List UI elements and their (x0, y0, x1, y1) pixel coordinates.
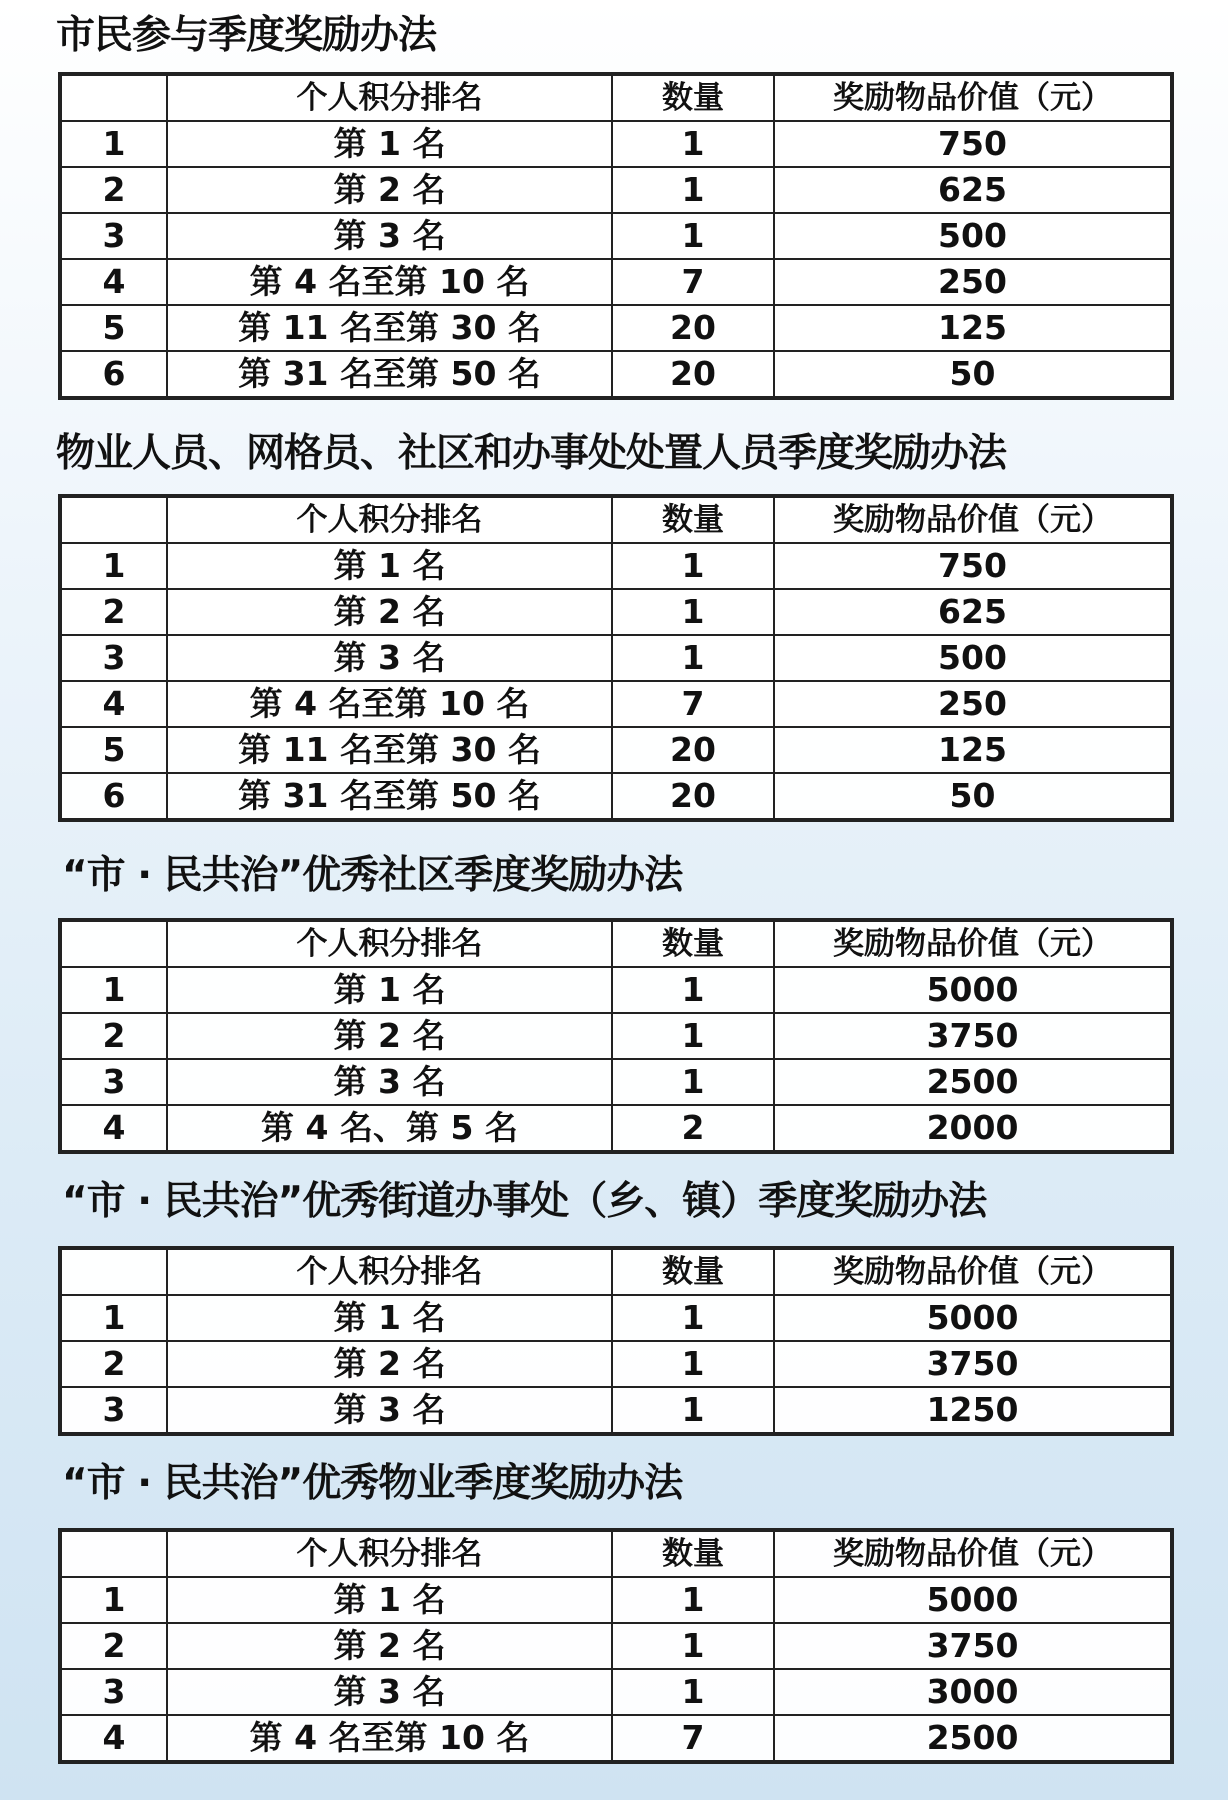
table-row (61, 351, 1171, 397)
cell-no: 1 (61, 1295, 167, 1341)
cell-no: 5 (61, 727, 167, 773)
cell-count: 20 (612, 351, 774, 397)
cell-value: 250 (774, 681, 1171, 727)
cell-no: 5 (61, 305, 167, 351)
cell-rank: 第 4 名、第 5 名 (167, 1105, 612, 1151)
header-rank: 个人积分排名 (167, 75, 612, 121)
cell-rank: 第 2 名 (167, 1013, 612, 1059)
cell-count: 20 (612, 305, 774, 351)
table-header-row (61, 921, 1171, 967)
table-row (61, 1059, 1171, 1105)
cell-count: 1 (612, 543, 774, 589)
cell-rank: 第 1 名 (167, 121, 612, 167)
table-row (61, 589, 1171, 635)
table-row (61, 1577, 1171, 1623)
table-row (61, 1715, 1171, 1761)
cell-value: 1250 (774, 1387, 1171, 1433)
table-row (61, 1623, 1171, 1669)
cell-count: 2 (612, 1105, 774, 1151)
cell-value: 500 (774, 635, 1171, 681)
cell-no: 1 (61, 121, 167, 167)
cell-no: 2 (61, 167, 167, 213)
cell-no: 1 (61, 967, 167, 1013)
cell-count: 1 (612, 967, 774, 1013)
header-no (61, 1249, 167, 1295)
cell-no: 1 (61, 543, 167, 589)
cell-value: 500 (774, 213, 1171, 259)
header-value: 奖励物品价值（元） (774, 497, 1171, 543)
table-row (61, 681, 1171, 727)
cell-rank: 第 1 名 (167, 1577, 612, 1623)
cell-no: 2 (61, 1623, 167, 1669)
cell-no: 6 (61, 351, 167, 397)
cell-count: 1 (612, 1059, 774, 1105)
cell-count: 1 (612, 1577, 774, 1623)
header-no (61, 921, 167, 967)
cell-no: 2 (61, 589, 167, 635)
cell-no: 4 (61, 1105, 167, 1151)
cell-value: 125 (774, 727, 1171, 773)
cell-rank: 第 3 名 (167, 1059, 612, 1105)
cell-count: 7 (612, 681, 774, 727)
cell-count: 1 (612, 635, 774, 681)
table-row (61, 1669, 1171, 1715)
reward-table (60, 1248, 1172, 1434)
header-count: 数量 (612, 75, 774, 121)
table-row (61, 305, 1171, 351)
cell-count: 1 (612, 1669, 774, 1715)
cell-value: 50 (774, 773, 1171, 819)
table-row (61, 635, 1171, 681)
reward-table (60, 920, 1172, 1152)
header-count: 数量 (612, 497, 774, 543)
cell-no: 4 (61, 259, 167, 305)
cell-value: 2000 (774, 1105, 1171, 1151)
table-row (61, 1341, 1171, 1387)
cell-rank: 第 1 名 (167, 1295, 612, 1341)
table-row (61, 213, 1171, 259)
cell-count: 1 (612, 167, 774, 213)
cell-rank: 第 3 名 (167, 1669, 612, 1715)
header-count: 数量 (612, 1249, 774, 1295)
cell-count: 7 (612, 1715, 774, 1761)
cell-value: 5000 (774, 1295, 1171, 1341)
cell-count: 1 (612, 1387, 774, 1433)
cell-value: 3000 (774, 1669, 1171, 1715)
table-row (61, 543, 1171, 589)
header-rank: 个人积分排名 (167, 921, 612, 967)
cell-value: 625 (774, 589, 1171, 635)
cell-no: 1 (61, 1577, 167, 1623)
section-title: 物业人员、网格员、社区和办事处处置人员季度奖励办法 (56, 431, 1007, 476)
cell-count: 20 (612, 727, 774, 773)
cell-rank: 第 4 名至第 10 名 (167, 1715, 612, 1761)
cell-rank: 第 1 名 (167, 967, 612, 1013)
cell-count: 1 (612, 213, 774, 259)
header-no (61, 1531, 167, 1577)
cell-no: 4 (61, 1715, 167, 1761)
table-row (61, 121, 1171, 167)
cell-count: 1 (612, 1623, 774, 1669)
cell-value: 750 (774, 543, 1171, 589)
cell-no: 3 (61, 213, 167, 259)
cell-no: 4 (61, 681, 167, 727)
cell-value: 3750 (774, 1623, 1171, 1669)
table-row (61, 773, 1171, 819)
table-row (61, 167, 1171, 213)
cell-value: 3750 (774, 1013, 1171, 1059)
cell-value: 125 (774, 305, 1171, 351)
header-rank: 个人积分排名 (167, 1249, 612, 1295)
cell-count: 1 (612, 1295, 774, 1341)
cell-no: 2 (61, 1013, 167, 1059)
cell-rank: 第 3 名 (167, 213, 612, 259)
table-row (61, 1105, 1171, 1151)
reward-table (60, 1530, 1172, 1762)
header-value: 奖励物品价值（元） (774, 1531, 1171, 1577)
cell-value: 625 (774, 167, 1171, 213)
cell-no: 3 (61, 635, 167, 681)
cell-rank: 第 11 名至第 30 名 (167, 727, 612, 773)
cell-value: 3750 (774, 1341, 1171, 1387)
section-title: “市 · 民共治”优秀街道办事处（乡、镇）季度奖励办法 (62, 1179, 987, 1224)
cell-no: 3 (61, 1387, 167, 1433)
table-header-row (61, 75, 1171, 121)
cell-count: 20 (612, 773, 774, 819)
section-title: “市 · 民共治”优秀物业季度奖励办法 (62, 1461, 683, 1506)
cell-rank: 第 4 名至第 10 名 (167, 259, 612, 305)
header-rank: 个人积分排名 (167, 1531, 612, 1577)
cell-rank: 第 2 名 (167, 1623, 612, 1669)
cell-count: 1 (612, 121, 774, 167)
table-row (61, 727, 1171, 773)
cell-count: 7 (612, 259, 774, 305)
table-row (61, 1295, 1171, 1341)
table-header-row (61, 1531, 1171, 1577)
reward-table (60, 74, 1172, 398)
cell-no: 3 (61, 1059, 167, 1105)
cell-value: 5000 (774, 1577, 1171, 1623)
cell-rank: 第 4 名至第 10 名 (167, 681, 612, 727)
header-count: 数量 (612, 921, 774, 967)
header-no (61, 75, 167, 121)
cell-rank: 第 1 名 (167, 543, 612, 589)
section-title: “市 · 民共治”优秀社区季度奖励办法 (62, 853, 683, 898)
cell-no: 2 (61, 1341, 167, 1387)
cell-no: 6 (61, 773, 167, 819)
cell-rank: 第 2 名 (167, 589, 612, 635)
cell-value: 2500 (774, 1715, 1171, 1761)
cell-value: 2500 (774, 1059, 1171, 1105)
table-row (61, 1013, 1171, 1059)
cell-count: 1 (612, 1013, 774, 1059)
cell-count: 1 (612, 1341, 774, 1387)
section-title: 市民参与季度奖励办法 (56, 13, 437, 58)
cell-rank: 第 11 名至第 30 名 (167, 305, 612, 351)
cell-count: 1 (612, 589, 774, 635)
cell-value: 250 (774, 259, 1171, 305)
reward-table (60, 496, 1172, 820)
cell-rank: 第 31 名至第 50 名 (167, 351, 612, 397)
table-row (61, 967, 1171, 1013)
header-value: 奖励物品价值（元） (774, 921, 1171, 967)
cell-value: 5000 (774, 967, 1171, 1013)
cell-no: 3 (61, 1669, 167, 1715)
cell-rank: 第 2 名 (167, 1341, 612, 1387)
cell-rank: 第 3 名 (167, 1387, 612, 1433)
table-header-row (61, 497, 1171, 543)
table-header-row (61, 1249, 1171, 1295)
header-rank: 个人积分排名 (167, 497, 612, 543)
header-value: 奖励物品价值（元） (774, 1249, 1171, 1295)
header-count: 数量 (612, 1531, 774, 1577)
table-row (61, 1387, 1171, 1433)
cell-value: 50 (774, 351, 1171, 397)
cell-rank: 第 2 名 (167, 167, 612, 213)
table-row (61, 259, 1171, 305)
cell-value: 750 (774, 121, 1171, 167)
cell-rank: 第 3 名 (167, 635, 612, 681)
header-no (61, 497, 167, 543)
cell-rank: 第 31 名至第 50 名 (167, 773, 612, 819)
header-value: 奖励物品价值（元） (774, 75, 1171, 121)
